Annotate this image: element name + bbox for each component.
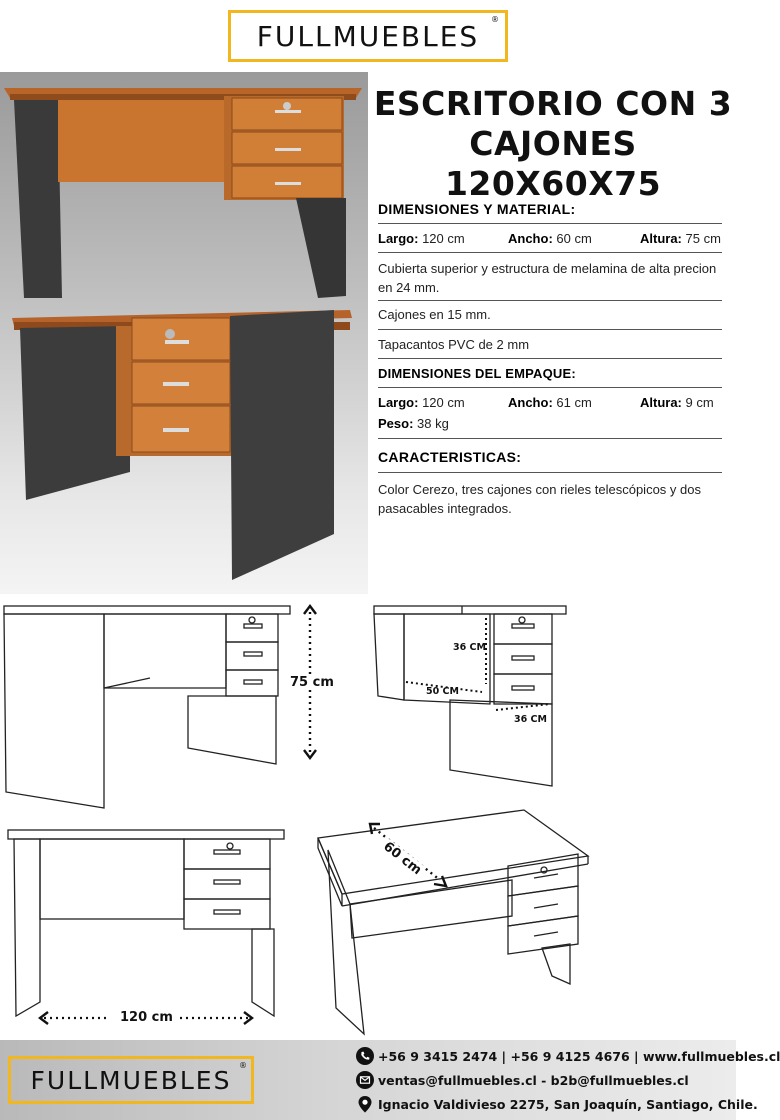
dim-label-largo: Largo: xyxy=(378,231,419,246)
registered-mark: ® xyxy=(491,15,499,24)
section-title-features: CARACTERISTICAS: xyxy=(378,449,522,465)
footer-logo-text: FULLMUEBLES xyxy=(30,1065,232,1095)
contact-phones xyxy=(356,1047,780,1065)
divider xyxy=(378,438,722,439)
weight-row xyxy=(378,416,722,431)
side-view-diagram xyxy=(370,600,570,790)
weight-label: Peso: xyxy=(378,416,414,431)
features-text: Color Cerezo, tres cajones con rieles telescópicos y dos pasacables integrados. xyxy=(378,482,701,516)
mail-icon xyxy=(356,1071,374,1089)
logo-text: FULLMUEBLES xyxy=(256,19,480,53)
divider xyxy=(378,252,722,253)
phone-icon xyxy=(356,1047,374,1065)
title-line-2: CAJONES 120X60X75 xyxy=(444,124,662,203)
dim-value-altura: 75 cm xyxy=(685,231,721,246)
dim-value-largo: 120 cm xyxy=(422,231,465,246)
contact-emails xyxy=(356,1071,689,1089)
front-view-diagram xyxy=(0,598,340,814)
material-text: Cubierta superior y estructura de melamina de alta precion en 24 mm. xyxy=(378,261,717,295)
desk-photo-illustration xyxy=(0,72,368,594)
dim-label-altura: Altura: xyxy=(640,231,682,246)
section-title-dimensions: DIMENSIONES Y MATERIAL: xyxy=(378,201,576,217)
package-dimensions-row xyxy=(378,395,722,410)
perspective-diagram xyxy=(312,808,592,1040)
drawer-height-label: 36 CM xyxy=(453,642,486,653)
pkg-label-largo: Largo: xyxy=(378,395,419,410)
length-label: 120 cm xyxy=(120,1010,173,1025)
location-pin-icon xyxy=(356,1095,374,1113)
divider xyxy=(378,358,722,359)
title-line-1: ESCRITORIO CON 3 xyxy=(373,84,733,123)
height-label: 75 cm xyxy=(290,675,334,690)
dim-label-ancho: Ancho: xyxy=(508,231,553,246)
dim-value-ancho: 60 cm xyxy=(556,231,592,246)
depth-label: 60 cm xyxy=(380,839,425,879)
pkg-label-altura: Altura: xyxy=(640,395,682,410)
header-logo xyxy=(228,10,508,62)
front-length-diagram xyxy=(4,826,294,1034)
footer-logo xyxy=(8,1056,254,1104)
pkg-label-ancho: Ancho: xyxy=(508,395,553,410)
phones-text[interactable]: +56 9 3415 2474 | +56 9 4125 4676 | www.fullmuebles.cl xyxy=(378,1048,780,1064)
interior-width-label: 50 CM xyxy=(426,686,459,697)
pkg-value-altura: 9 cm xyxy=(685,395,714,410)
product-title xyxy=(372,84,734,204)
drawer-depth-label: 36 CM xyxy=(514,714,547,725)
divider xyxy=(378,387,722,388)
divider xyxy=(378,472,722,473)
dimensions-row xyxy=(378,231,732,246)
divider xyxy=(378,223,722,224)
emails-text[interactable]: ventas@fullmuebles.cl - b2b@fullmuebles.cl xyxy=(378,1072,689,1088)
divider xyxy=(378,300,722,301)
drawers-text: Cajones en 15 mm. xyxy=(378,307,491,322)
pkg-value-ancho: 61 cm xyxy=(556,395,592,410)
footer-registered-mark: ® xyxy=(239,1061,247,1070)
contact-address xyxy=(356,1095,758,1113)
weight-value: 38 kg xyxy=(417,416,449,431)
address-text: Ignacio Valdivieso 2275, San Joaquín, Santiago, Chile. xyxy=(378,1096,758,1112)
product-photo xyxy=(0,72,368,594)
edge-text: Tapacantos PVC de 2 mm xyxy=(378,337,530,352)
divider xyxy=(378,329,722,330)
pkg-value-largo: 120 cm xyxy=(422,395,465,410)
section-title-package: DIMENSIONES DEL EMPAQUE: xyxy=(378,366,576,381)
